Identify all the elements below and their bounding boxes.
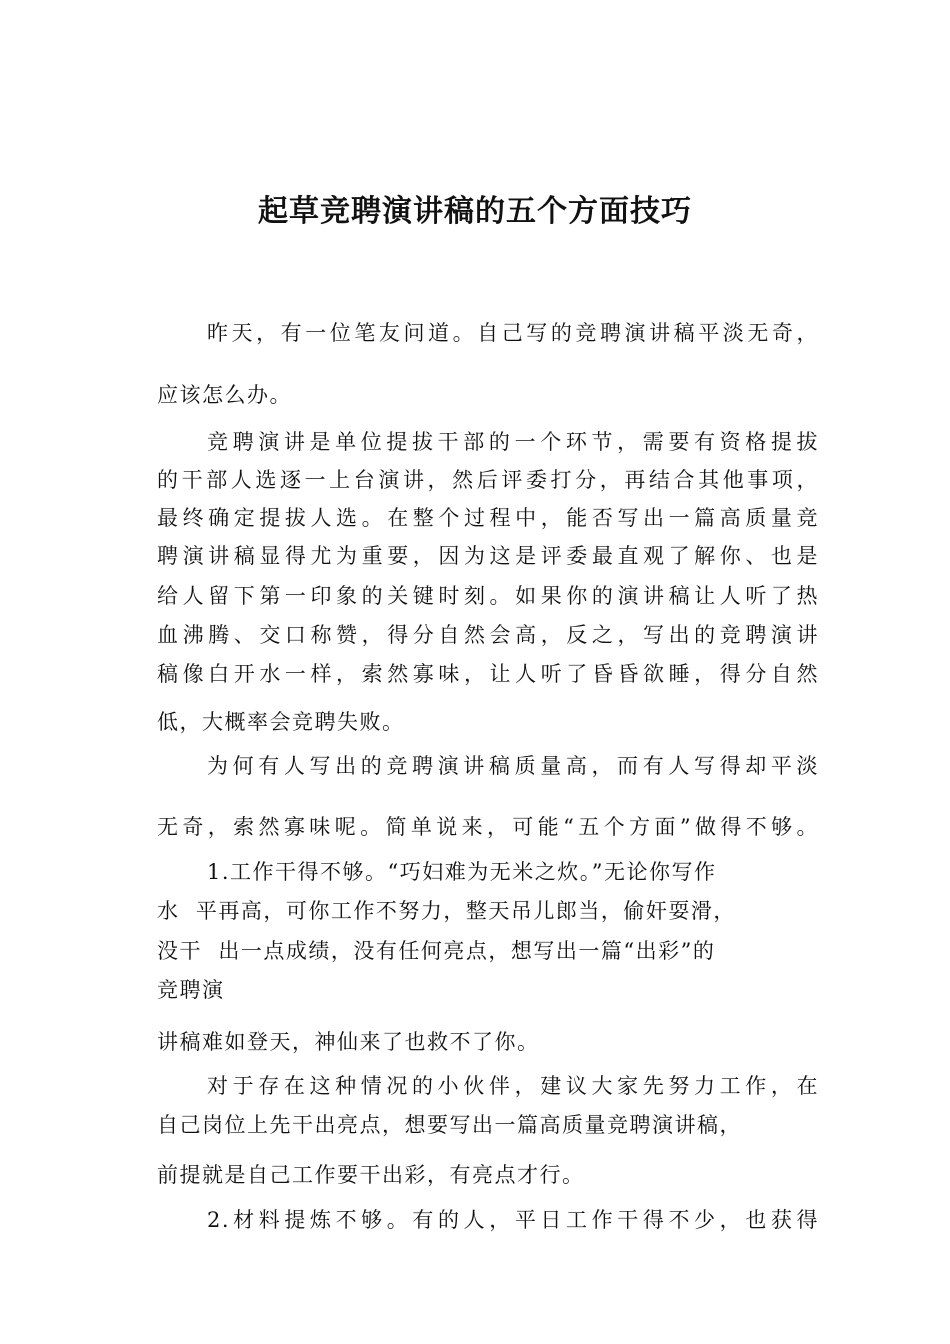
text-line: 聘演讲稿显得尤为重要，因为这是评委最直观了解你、也是 [157,544,819,568]
text-line: 应该怎么办。 [157,383,292,407]
text-line: 2.材料提炼不够。有的人，平日工作干得不少，也获得 [207,1208,819,1232]
text-line: 讲稿难如登天，神仙来了也救不了你。 [157,1030,540,1054]
text-line: 昨天，有一位笔友问道。自己写的竞聘演讲稿平淡无奇， [207,321,819,345]
text-line: 自己岗位上先干出亮点，想要写出一篇高质量竞聘演讲稿， [157,1113,742,1137]
text-line: 水 平再高，可你工作不努力，整天吊儿郎当，偷奸耍滑， [157,899,736,923]
text-line: 为何有人写出的竞聘演讲稿质量高，而有人写得却平淡 [207,754,819,778]
text-line: 无奇，索然寡味呢。简单说来，可能“五个方面”做得不够。 [157,815,819,839]
document-title: 起草竞聘演讲稿的五个方面技巧 [258,194,692,229]
text-line: 的干部人选逐一上台演讲，然后评委打分，再结合其他事项， [157,468,819,492]
text-line: 没干 出一点成绩，没有任何亮点，想写出一篇“出彩”的 [157,939,716,963]
text-line: 竞聘演 [157,978,225,1002]
text-line: 前提就是自己工作要干出彩，有亮点才行。 [157,1163,585,1187]
text-line: 血沸腾、交口称赞，得分自然会高，反之，写出的竞聘演讲 [157,623,819,647]
text-line: 竞聘演讲是单位提拔干部的一个环节，需要有资格提拔 [207,430,819,454]
text-line: 1.工作干得不够。“巧妇难为无米之炊。”无论你写作 [207,860,717,884]
text-line: 稿像白开水一样，索然寡味，让人听了昏昏欲睡，得分自然 [157,662,819,686]
text-line: 最终确定提拔人选。在整个过程中，能否写出一篇高质量竞 [157,506,819,530]
text-line: 低，大概率会竞聘失败。 [157,710,405,734]
text-line: 给人留下第一印象的关键时刻。如果你的演讲稿让人听了热 [157,584,819,608]
text-line: 对于存在这种情况的小伙伴，建议大家先努力工作，在 [207,1074,819,1098]
